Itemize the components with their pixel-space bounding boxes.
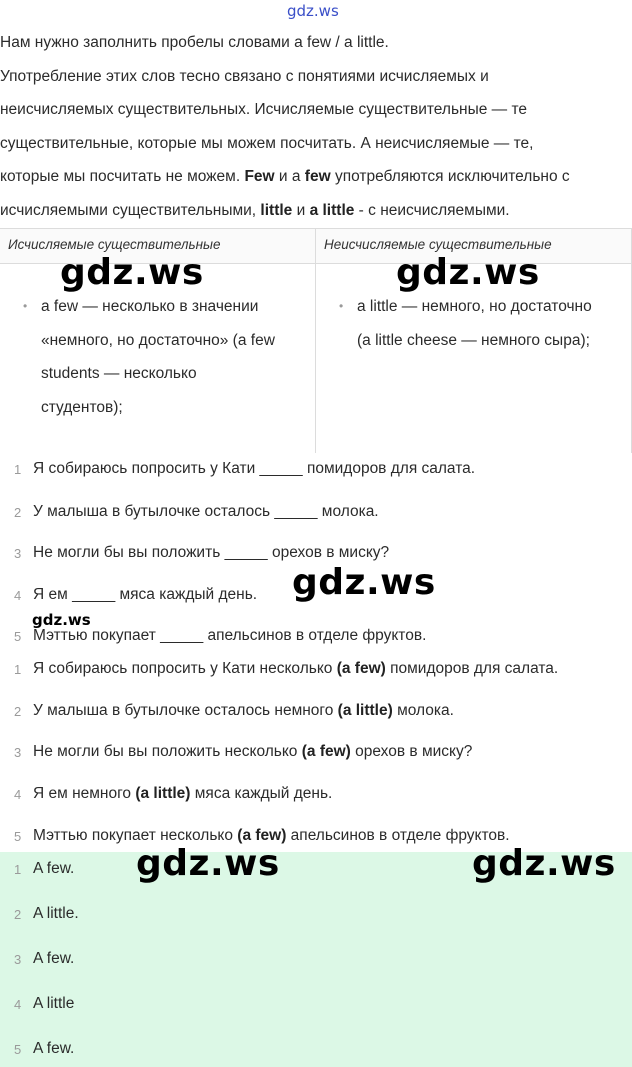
watermark: gdz.ws [396,252,540,293]
intro-line: Употребление этих слов тесно связано с понятиями исчисляемых и [0,67,489,85]
bullet-icon: • [339,299,344,313]
watermark-top: gdz.ws [287,2,339,20]
intro-line: Нам нужно заполнить пробелы словами a few / a little. [0,34,389,51]
table-cell-countable: • a few — несколько в значении «немного, но достаточно» (a few students — несколько студентов); [41,290,275,424]
watermark: gdz.ws [60,252,204,293]
intro-line: которые мы посчитать не можем. Few и а few употребляются исключительно с [0,168,570,185]
watermark: gdz.ws [136,843,280,884]
intro-paragraph [0,26,632,227]
table-header-countable: Исчисляемые существительные [8,237,221,252]
table-cell-uncountable: • a little — немного, но достаточно (a little cheese — немного сыра); [357,290,592,357]
bullet-icon: • [23,299,28,313]
answers-panel [0,852,632,1067]
table-divider [315,228,316,453]
watermark: gdz.ws [292,562,436,603]
intro-line: неисчисляемых существительных. Исчисляемые существительные — те [0,101,528,118]
intro-line: существительные, которые мы можем посчитать. А неисчисляемые — те, [0,134,534,152]
watermark: gdz.ws [472,843,616,884]
table-header-uncountable: Неисчисляемые существительные [324,237,552,252]
watermark-small: gdz.ws [32,611,91,629]
intro-line: исчисляемыми существительными, little и a little - с неисчисляемыми. [0,201,510,219]
